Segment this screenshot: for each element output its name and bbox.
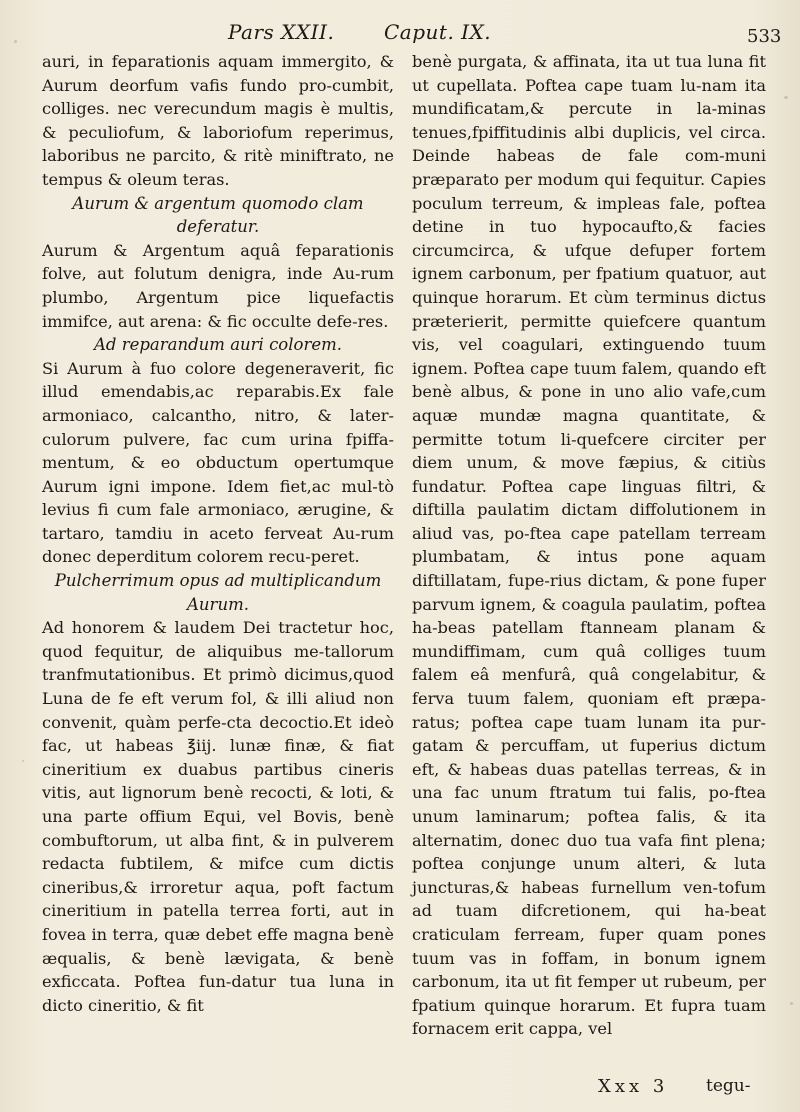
paper-speck [790, 1002, 793, 1005]
page-header [0, 8, 800, 48]
running-head-part: Pars XXII. [228, 20, 335, 44]
section-heading: Aurum & argentum quomodo clam deferatur. [72, 193, 364, 237]
paragraph: Aurum & Argentum aquâ feparationis folve, aut folutum denigra, inde Au-rum plumbo, Argentum pice liquefactis immifce, aut arena: & fic occulte defe-res. [42, 240, 394, 331]
section-heading: Ad reparandum auri colorem. [93, 335, 342, 355]
right-column [412, 50, 766, 1041]
paragraph: Ad honorem & laudem Dei tractetur hoc, quod fequitur, de aliquibus me-tallorum tranfmutationibus. Et primò dicimus,quod Luna de fe eft verum fol, & illi aliud non convenit, quàm perfe-cta decoctio.Et ideò fac, ut habeas ℥iij. lunæ finæ, & fiat cineritium ex duabus partibus cineris vitis, aut lignorum benè recocti, & loti, & una parte offium Equi, vel Bovis, benè combuftorum, ut alba fint, & in pulverem redacta fubtilem, & mifce cum dictis cineribus,& irroretur aqua, poft factum cineritium in patella terrea forti, aut in fovea in terra, quæ debet effe magna benè æqualis, & benè lævigata, & benè exficcata. Poftea fun-datur tua luna in dicto cineritio, & fit [42, 618, 394, 1015]
paragraph: auri, in feparationis aquam immergito, & Aurum deorfum vafis fundo pro-cumbit, colliges. nec verecundum magis è multis, & peculiofum, & laboriofum reperimus, laboribus ne parcito, & ritè miniftrato, ne tempus & oleum teras. [42, 52, 394, 189]
left-column [42, 50, 394, 1017]
section-heading: Pulcherrimum opus ad multiplicandum Aurum. [54, 571, 382, 614]
catchword: tegu- [706, 1076, 751, 1096]
paper-speck [784, 96, 788, 99]
signature-mark: Xxx 3 [598, 1076, 669, 1097]
paper-speck [22, 760, 24, 762]
running-head-chapter: Caput. IX. [384, 20, 492, 44]
paragraph: Si Aurum à fuo colore degeneraverit, fic illud emendabis,ac reparabis.Ex fale armoniaco, calcantho, nitro, & later-culorum pulvere, fac cum urina fpiffa-mentum, & eo obductum opertumque Aurum igni impone. Idem fiet,ac mul-tò levius fi cum fale armoniaco, ærugine, & tartaro, tamdiu in aceto ferveat Au-rum donec deperditum colorem recu-peret. [42, 358, 394, 567]
page-number: 533 [747, 26, 782, 47]
paper-speck [14, 40, 17, 43]
paragraph: benè purgata, & affinata, ita ut tua luna fit ut cupellata. Poftea cape tuam lu-nam ita mundificatam,& percute in la-minas tenues,fpiffitudinis albi duplicis, vel circa. Deinde habeas de fale com-muni præparato per modum qui fequitur. Capies poculum terreum, & impleas fale, poftea detine in tuo hypocaufto,& facies circumcirca, & ufque defuper fortem ignem carbonum, per fpatium quatuor, aut quinque horarum. Et cùm terminus dictus præterierit, permitte quiefcere quantum vis, vel coagulari, extinguendo tuum ignem. Poftea cape tuum falem, quando eft benè albus, & pone in uno alio vafe,cum aquæ mundæ magna quantitate, & permitte totum li-quefcere circiter per diem unum, & move fæpius, & citiùs fundatur. Poftea cape linguas filtri, & diftilla paulatim dictam diffolutionem in aliud vas, po-ftea cape patellam terream plumbatam, & intus pone aquam diftillatam, fupe-rius dictam, & pone fuper parvum ignem, & coagula paulatim, poftea ha-beas patellam ftanneam planam & mundiffimam, cum quâ colliges tuum falem eâ menfurâ, quâ congelabitur, & ferva tuum falem, quoniam eft præpa-ratus; poftea cape tuam lunam ita pur-gatam & percuffam, ut fuperius dictum eft, & habeas duas patellas terreas, & in una fac unum ftratum tui falis, po-ftea unum laminarum; poftea falis, & ita alternatim, donec duo tua vafa fint plena; poftea conjunge unum alteri, & luta juncturas,& habeas furnellum ven-tofum ad tuam difcretionem, qui ha-beat craticulam ferream, fuper quam pones tuum vas in foffam, in bonum ignem carbonum, ita ut fit femper ut rubeum, per fpatium quinque horarum. Et fupra tuam fornacem erit cappa, vel [412, 52, 766, 1039]
